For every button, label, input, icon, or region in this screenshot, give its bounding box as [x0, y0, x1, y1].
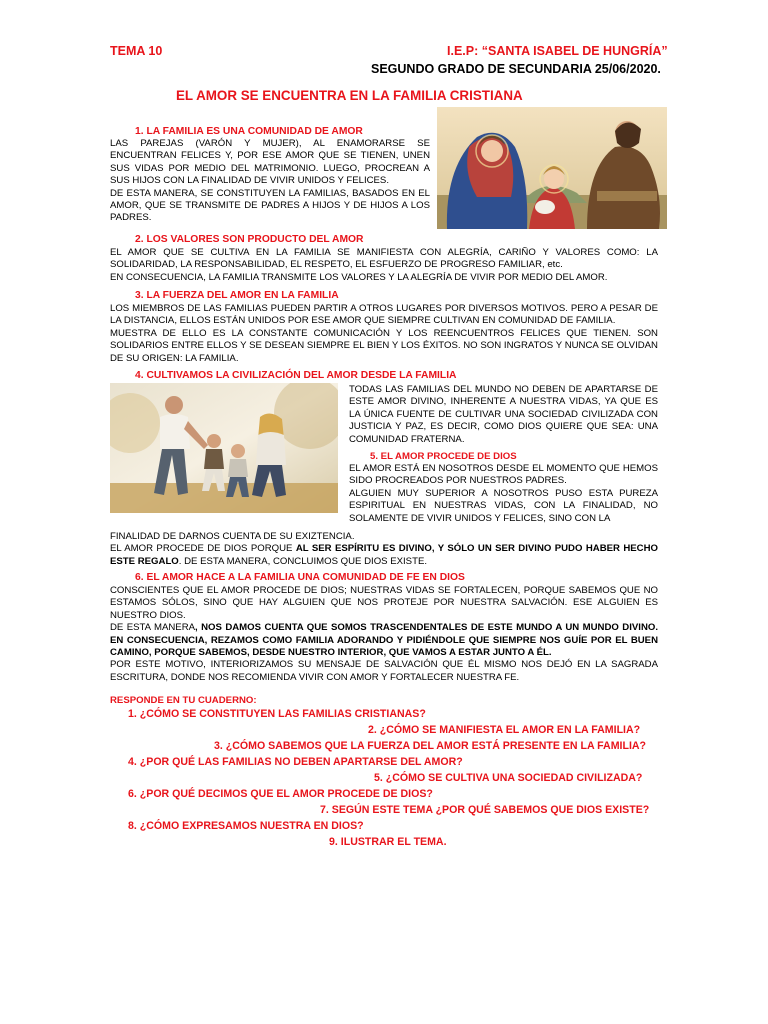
section-2-paragraph: EN CONSECUENCIA, LA FAMILIA TRANSMITE LOS VALORES Y LA ALEGRÍA DE VIVIR POR MEDIO DEL AMOR. — [110, 271, 608, 283]
section-1-paragraph: DE ESTA MANERA, SE CONSTITUYEN LA FAMILIAS, BASADOS EN EL AMOR, QUE SE TRANSMITE DE PADRES A HIJOS Y DE HIJOS A LOS PADRES. — [110, 187, 430, 224]
section-6-paragraph — [110, 622, 658, 659]
question-item: 9. ILUSTRAR EL TEMA. — [329, 836, 447, 848]
question-item: 5. ¿CÓMO SE CULTIVA UNA SOCIEDAD CIVILIZADA? — [374, 772, 643, 784]
question-item: 3. ¿CÓMO SABEMOS QUE LA FUERZA DEL AMOR ESTÁ PRESENTE EN LA FAMILIA? — [214, 740, 647, 752]
tema-label: TEMA 10 — [110, 44, 163, 58]
question-item: 1. ¿CÓMO SE CONSTITUYEN LAS FAMILIAS CRISTIANAS? — [128, 708, 426, 720]
section-5-paragraph — [110, 543, 658, 568]
section-4-paragraph: TODAS LAS FAMILIAS DEL MUNDO NO DEBEN DE APARTARSE DE ESTE AMOR DIVINO, INHERENTE A NUESTRA VIDAS, YA QUE ES LA ÚNICA FUENTE DE CULTIVAR UNA SOCIEDAD CIVILIZADA CON JUSTICIA Y PAZ, ES DECIR, COMO DIOS QUIERE QUE SEA: UNA COMUNIDAD FRATERNA. — [349, 384, 658, 445]
section-4-heading: 4. CULTIVAMOS LA CIVILIZACIÓN DEL AMOR DESDE LA FAMILIA — [135, 370, 457, 381]
respond-label: RESPONDE EN TU CUADERNO: — [110, 695, 257, 706]
question-item: 2. ¿CÓMO SE MANIFIESTA EL AMOR EN LA FAMILIA? — [368, 724, 641, 736]
question-item: 7. SEGÚN ESTE TEMA ¿POR QUÉ SABEMOS QUE DIOS EXISTE? — [320, 804, 650, 816]
section-1-body — [110, 138, 430, 225]
section-2-body — [110, 247, 658, 284]
section-1-paragraph: LAS PAREJAS (VARÓN Y MUJER), AL ENAMORARSE SE ENCUENTRAN FELICES Y, POR ESE AMOR QUE SE TIENEN, UNEN SUS VIDAS POR MEDIO DEL MATRIMONIO. LUEGO, PROCREAN A SUS HIJOS CON LA FINALIDAD DE VIVIR UNIDOS Y FELICES. — [110, 138, 430, 187]
section-5-body-right — [349, 463, 658, 525]
section-1-heading: 1. LA FAMILIA ES UNA COMUNIDAD DE AMOR — [135, 126, 363, 137]
section-5-bold-text: AL SER ESPÍRITU ES DIVINO, Y SÓLO UN SER DIVINO PUDO HABER HECHO ESTE REGALO — [110, 543, 658, 567]
section-2-paragraph: EL AMOR QUE SE CULTIVA EN LA FAMILIA SE MANIFIESTA CON ALEGRÍA, CARIÑO Y VALORES COMO: LA SOLIDARIDAD, LA RESPONSABILIDAD, EL RESPETO, EL ESFUERZO DE PROGRESO FAMILIAR, etc. — [110, 247, 658, 271]
section-6-paragraph: POR ESTE MOTIVO, INTERIORIZAMOS SU MENSAJE DE SALVACIÓN QUE ÉL MISMO NOS DEJÓ EN LA SAGRADA ESCRITURA, DONDE NOS RECOMIENDA VIVIR CON AMOR Y FORTALECER NUESTRA FE. — [110, 659, 658, 683]
section-3-heading: 3. LA FUERZA DEL AMOR EN LA FAMILIA — [135, 290, 339, 301]
section-5-body-full — [110, 531, 658, 568]
section-5-lead-text: EL AMOR PROCEDE DE DIOS PORQUE — [110, 543, 296, 555]
holy-family-illustration — [437, 107, 667, 229]
running-family-illustration — [110, 383, 338, 513]
school-name: I.E.P: “SANTA ISABEL DE HUNGRÍA” — [447, 44, 668, 58]
running-family-image — [110, 383, 338, 513]
section-5-heading: 5. EL AMOR PROCEDE DE DIOS — [370, 451, 517, 462]
question-item: 4. ¿POR QUÉ LAS FAMILIAS NO DEBEN APARTARSE DEL AMOR? — [128, 756, 463, 768]
section-5-paragraph: FINALIDAD DE DARNOS CUENTA DE SU EXIZTENCIA. — [110, 531, 355, 542]
section-6-body — [110, 585, 658, 684]
question-item: 6. ¿POR QUÉ DECIMOS QUE EL AMOR PROCEDE DE DIOS? — [128, 788, 433, 800]
section-6-bold-text: , NOS DAMOS CUENTA QUE SOMOS TRASCENDENTALES DE ESTE MUNDO A UN MUNDO DIVINO. EN CONSECUENCIA, REZAMOS COMO FAMILIA ADORANDO Y PIDIÉNDOLE QUE SIEMPRE NOS GUÍE POR EL BUEN CAMINO, PORQUE SABEMOS, DESDE NUESTRO INTERIOR, QUE VAMOS A ESTAR JUNTO A ÉL. — [110, 622, 659, 659]
section-5-paragraph: EL AMOR ESTÁ EN NOSOTROS DESDE EL MOMENTO QUE HEMOS SIDO PROCREADOS POR NUESTROS PADRES. — [349, 463, 658, 487]
section-2-heading: 2. LOS VALORES SON PRODUCTO DEL AMOR — [135, 234, 364, 245]
question-item: 8. ¿CÓMO EXPRESAMOS NUESTRA EN DIOS? — [128, 820, 364, 832]
section-3-paragraph: MUESTRA DE ELLO ES LA CONSTANTE COMUNICACIÓN Y LOS REENCUENTROS FELICES QUE TIENEN. SON SOLIDARIOS ENTRE ELLOS Y SE DESEAN SIEMPRE EL BIEN Y LOS ÉXITOS. NO SON INGRATOS Y NUNCA SE OLVIDAN DE SU ORIGEN: LA FAMILIA. — [110, 327, 658, 364]
section-4-body — [349, 384, 658, 446]
page-title: EL AMOR SE ENCUENTRA EN LA FAMILIA CRISTIANA — [176, 88, 523, 103]
section-5-paragraph: ALGUIEN MUY SUPERIOR A NOSOTROS PUSO ESTA PUREZA ESPIRITUAL EN NUESTRAS VIDAS, CON LA FINALIDAD, NO SOLAMENTE DE VIVIR UNIDOS Y FELICES, SINO CON LA — [349, 487, 658, 524]
section-3-paragraph: LOS MIEMBROS DE LAS FAMILIAS PUEDEN PARTIR A OTROS LUGARES POR DIVERSOS MOTIVOS. PERO A PESAR DE LA DISTANCIA, ELLOS ESTÁN UNIDOS POR ESE AMOR QUE SIEMPRE CULTIVAN EN COMUNIDAD DE FAMILIA. — [110, 303, 658, 327]
section-5-tail-text: . DE ESTA MANERA, CONCLUIMOS QUE DIOS EXISTE. — [178, 555, 428, 567]
section-6-lead-text: DE ESTA MANERA — [110, 622, 196, 634]
holy-family-image — [437, 107, 667, 229]
section-6-heading: 6. EL AMOR HACE A LA FAMILIA UNA COMUNIDAD DE FE EN DIOS — [135, 572, 465, 583]
section-3-body — [110, 303, 658, 365]
grade-date: SEGUNDO GRADO DE SECUNDARIA 25/06/2020. — [371, 62, 661, 76]
section-6-paragraph: CONSCIENTES QUE EL AMOR PROCEDE DE DIOS; NUESTRAS VIDAS SE FORTALECEN, PORQUE SABEMOS QUE NO ESTAMOS SÓLOS, SINO QUE HAY ALGUIEN QUE NOS PROTEJE POR NUESTRA SALVACIÓN. ESE ALGUIEN ES NUESTRO DIOS. — [110, 585, 658, 621]
